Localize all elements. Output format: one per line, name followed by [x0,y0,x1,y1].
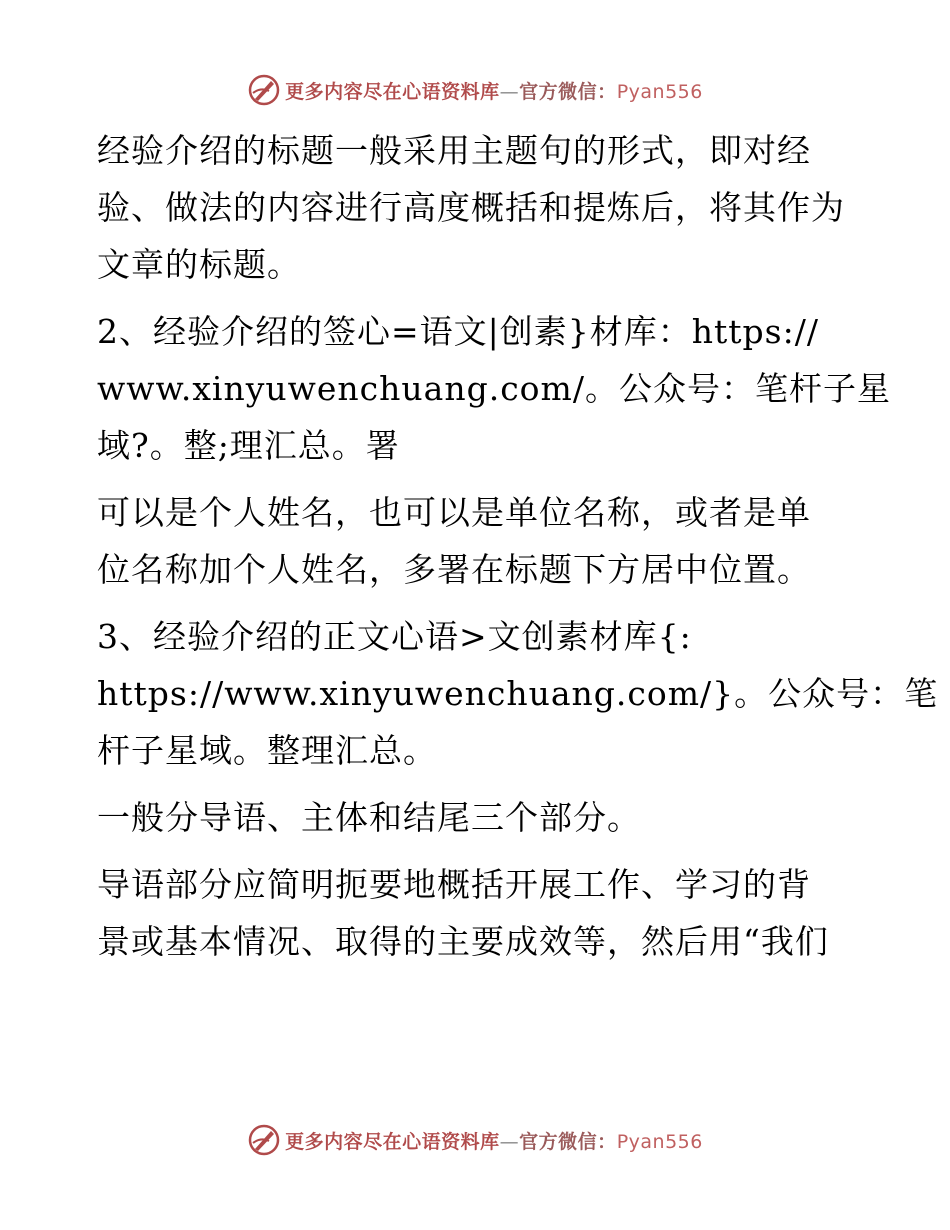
footer-banner-text [285,1127,703,1154]
footer-brand-text: 更多内容尽在心语资料库 [285,1130,500,1153]
header-banner [0,70,950,110]
quill-logo-icon [247,73,281,107]
text-line: https://www.xinyuwenchuang.com/}。公众号：笔 [97,674,939,713]
text-line: 杆子星域。整理汇总。 [97,731,437,770]
text-line: 3、经验介绍的正文心语>文创素材库{: [97,617,692,656]
paragraph-signature-detail [97,484,857,598]
text-line: 文章的标题。 [97,245,301,284]
footer-separator: — [499,1130,520,1153]
footer-wechat-id: Pyan556 [616,1130,703,1153]
text-line: 位名称加个人姓名，多署在标题下方居中位置。 [97,550,811,589]
paragraph-signature [97,303,891,474]
header-brand-text: 更多内容尽在心语资料库 [285,80,500,103]
text-line: 导语部分应简明扼要地概括开展工作、学习的背 [97,865,811,904]
text-line: www.xinyuwenchuang.com/。公众号：笔杆子星 [97,369,891,408]
paragraph-body-parts [97,789,857,846]
text-line: 域?。整;理汇总。署 [97,426,400,465]
text-line: 2、经验介绍的签心=语文|创素}材库：https:// [97,312,819,351]
text-line: 经验介绍的标题一般采用主题句的形式，即对经 [97,131,811,170]
quill-logo-icon [247,1123,281,1157]
header-wechat-label: 官方微信： [519,80,617,103]
footer-wechat-label: 官方微信： [519,1130,617,1153]
document-body [97,122,939,980]
text-line: 可以是个人姓名，也可以是单位名称，或者是单 [97,493,811,532]
header-banner-text [285,77,703,104]
paragraph-title-intro [97,122,857,293]
text-line: 景或基本情况、取得的主要成效等，然后用“我们 [97,922,829,961]
header-wechat-id: Pyan556 [616,80,703,103]
paragraph-intro-section [97,856,857,970]
text-line: 一般分导语、主体和结尾三个部分。 [97,798,641,837]
paragraph-body-heading [97,608,939,779]
footer-banner [0,1120,950,1160]
header-separator: — [499,80,520,103]
text-line: 验、做法的内容进行高度概括和提炼后，将其作为 [97,188,845,227]
